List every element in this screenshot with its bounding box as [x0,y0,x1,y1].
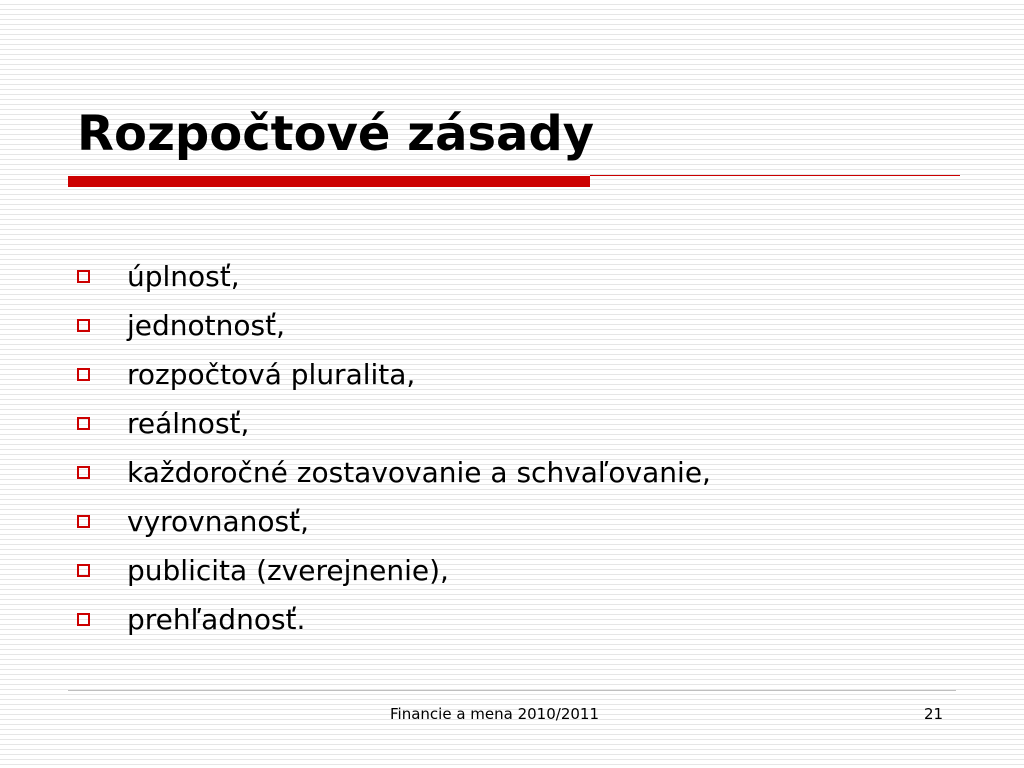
list-item-text: jednotnosť, [127,309,285,342]
list-item [77,301,711,350]
list-item-text: prehľadnosť. [127,603,306,636]
bullet-list [77,252,711,644]
title-divider-line [590,175,960,176]
footer-divider-line [68,690,956,691]
hollow-square-icon [77,319,90,332]
list-item [77,546,711,595]
list-item [77,252,711,301]
list-item [77,497,711,546]
list-item-text: reálnosť, [127,407,250,440]
list-item-text: vyrovnanosť, [127,505,309,538]
list-item [77,399,711,448]
hollow-square-icon [77,564,90,577]
list-item-text: publicita (zverejnenie), [127,554,449,587]
footer-course-label: Financie a mena 2010/2011 [390,705,599,723]
title-accent-bar [68,176,590,187]
list-item-text: rozpočtová pluralita, [127,358,416,391]
list-item [77,595,711,644]
hollow-square-icon [77,515,90,528]
hollow-square-icon [77,417,90,430]
page-number: 21 [924,705,944,723]
list-item-text: úplnosť, [127,260,240,293]
list-item [77,350,711,399]
hollow-square-icon [77,613,90,626]
hollow-square-icon [77,466,90,479]
slide-title: Rozpočtové zásady [77,106,595,162]
hollow-square-icon [77,368,90,381]
list-item [77,448,711,497]
list-item-text: každoročné zostavovanie a schvaľovanie, [127,456,711,489]
hollow-square-icon [77,270,90,283]
